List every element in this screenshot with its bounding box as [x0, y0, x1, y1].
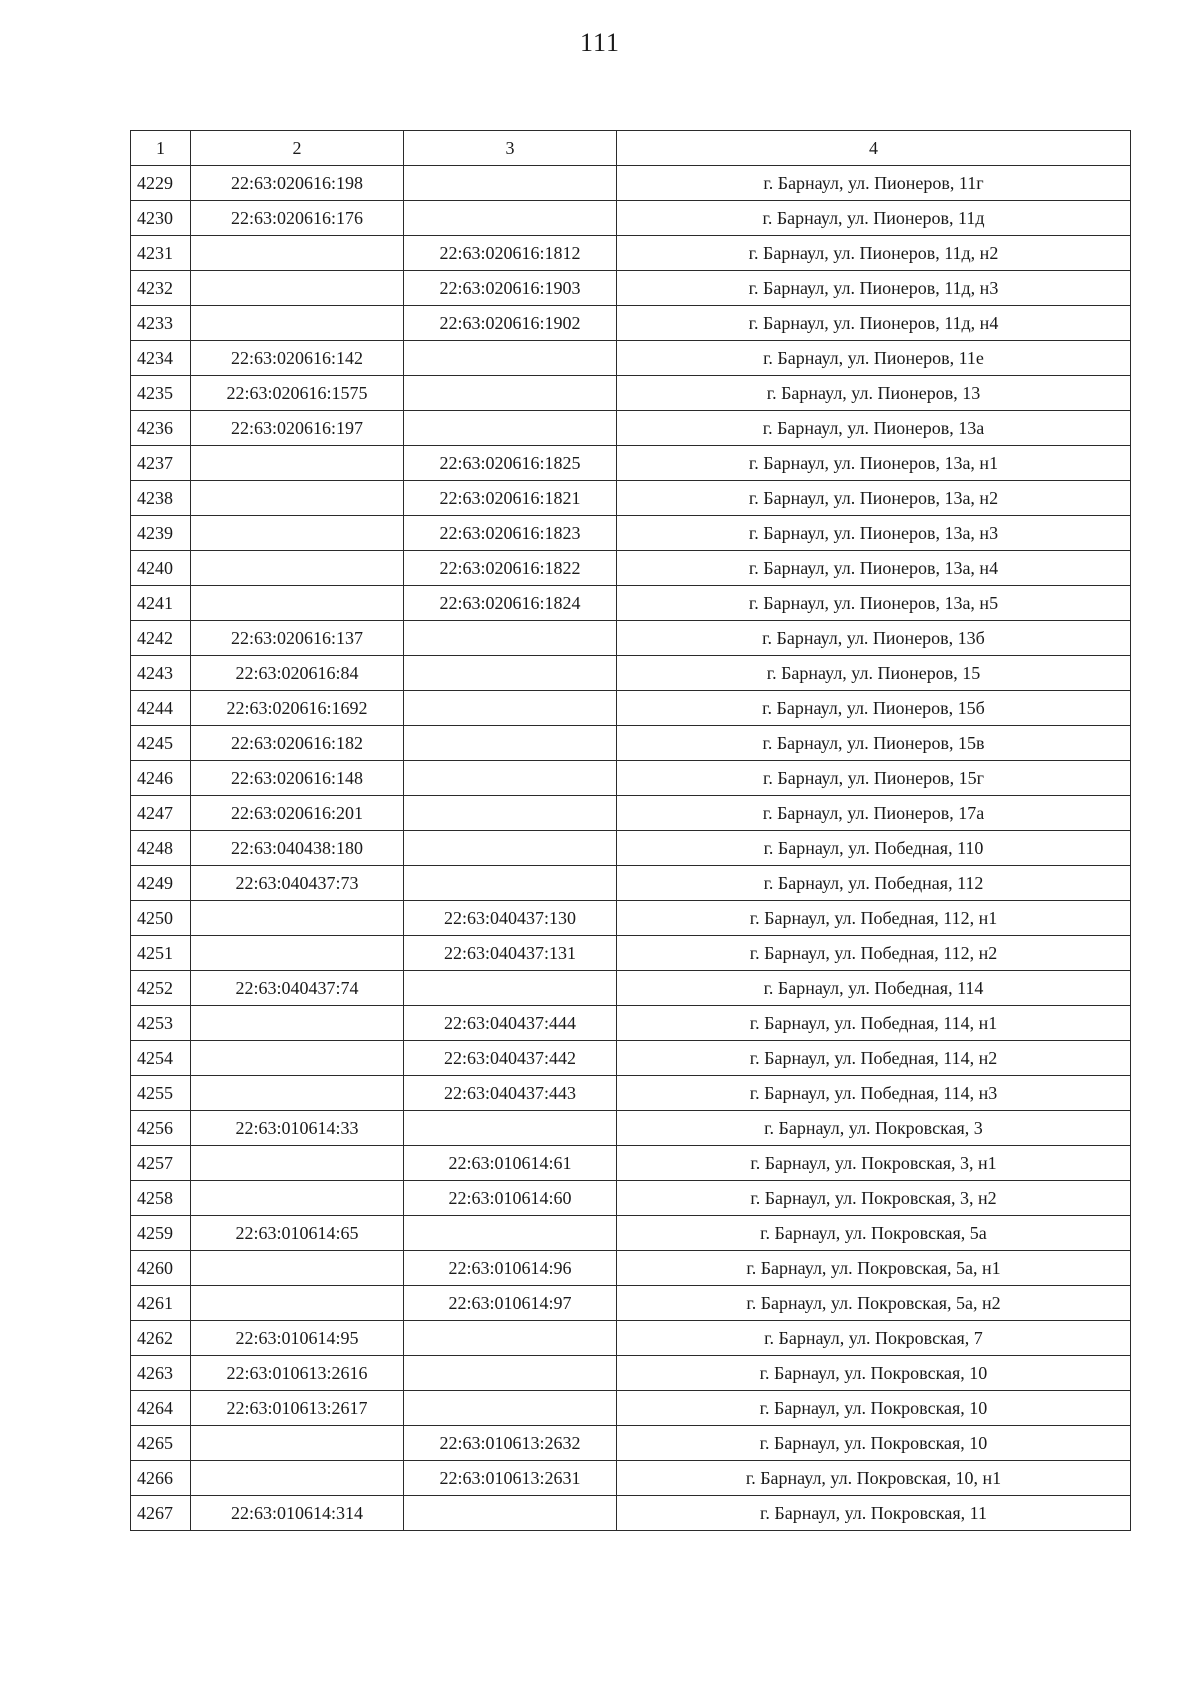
address-cell: г. Барнаул, ул. Пионеров, 13а [617, 411, 1131, 446]
address-cell: г. Барнаул, ул. Пионеров, 13а, н3 [617, 516, 1131, 551]
building-cadastral-number-cell [404, 761, 617, 796]
address-cell: г. Барнаул, ул. Победная, 114, н3 [617, 1076, 1131, 1111]
row-number-cell: 4255 [131, 1076, 191, 1111]
address-cell: г. Барнаул, ул. Покровская, 10 [617, 1356, 1131, 1391]
land-cadastral-number-cell [191, 901, 404, 936]
building-cadastral-number-cell: 22:63:040437:131 [404, 936, 617, 971]
row-number-cell: 4235 [131, 376, 191, 411]
table-row [131, 621, 1131, 656]
table-row [131, 201, 1131, 236]
building-cadastral-number-cell: 22:63:020616:1822 [404, 551, 617, 586]
address-cell: г. Барнаул, ул. Победная, 112 [617, 866, 1131, 901]
address-cell: г. Барнаул, ул. Пионеров, 15в [617, 726, 1131, 761]
row-number-cell: 4251 [131, 936, 191, 971]
table-row [131, 1426, 1131, 1461]
table-row [131, 796, 1131, 831]
table-row [131, 901, 1131, 936]
land-cadastral-number-cell [191, 1286, 404, 1321]
address-cell: г. Барнаул, ул. Победная, 114, н2 [617, 1041, 1131, 1076]
land-cadastral-number-cell [191, 1251, 404, 1286]
address-cell: г. Барнаул, ул. Пионеров, 11д, н3 [617, 271, 1131, 306]
building-cadastral-number-cell [404, 341, 617, 376]
row-number-cell: 4238 [131, 481, 191, 516]
land-cadastral-number-cell [191, 1181, 404, 1216]
address-cell: г. Барнаул, ул. Пионеров, 17а [617, 796, 1131, 831]
land-cadastral-number-cell: 22:63:020616:198 [191, 166, 404, 201]
building-cadastral-number-cell [404, 166, 617, 201]
row-number-cell: 4230 [131, 201, 191, 236]
building-cadastral-number-cell: 22:63:010613:2631 [404, 1461, 617, 1496]
address-cell: г. Барнаул, ул. Пионеров, 13 [617, 376, 1131, 411]
row-number-cell: 4241 [131, 586, 191, 621]
address-cell: г. Барнаул, ул. Пионеров, 11д, н4 [617, 306, 1131, 341]
building-cadastral-number-cell [404, 831, 617, 866]
building-cadastral-number-cell [404, 201, 617, 236]
column-header-2: 2 [191, 131, 404, 166]
land-cadastral-number-cell [191, 1461, 404, 1496]
row-number-cell: 4239 [131, 516, 191, 551]
building-cadastral-number-cell [404, 376, 617, 411]
building-cadastral-number-cell [404, 1391, 617, 1426]
table-row [131, 1391, 1131, 1426]
address-cell: г. Барнаул, ул. Победная, 112, н1 [617, 901, 1131, 936]
building-cadastral-number-cell: 22:63:010613:2632 [404, 1426, 617, 1461]
row-number-cell: 4264 [131, 1391, 191, 1426]
table-body [131, 166, 1131, 1531]
row-number-cell: 4248 [131, 831, 191, 866]
building-cadastral-number-cell [404, 726, 617, 761]
building-cadastral-number-cell: 22:63:020616:1903 [404, 271, 617, 306]
land-cadastral-number-cell [191, 236, 404, 271]
address-cell: г. Барнаул, ул. Покровская, 3, н2 [617, 1181, 1131, 1216]
column-header-3: 3 [404, 131, 617, 166]
land-cadastral-number-cell: 22:63:020616:182 [191, 726, 404, 761]
building-cadastral-number-cell: 22:63:040437:444 [404, 1006, 617, 1041]
row-number-cell: 4266 [131, 1461, 191, 1496]
land-cadastral-number-cell: 22:63:020616:137 [191, 621, 404, 656]
table-row [131, 1251, 1131, 1286]
land-cadastral-number-cell: 22:63:020616:148 [191, 761, 404, 796]
land-cadastral-number-cell: 22:63:010614:314 [191, 1496, 404, 1531]
land-cadastral-number-cell: 22:63:040437:74 [191, 971, 404, 1006]
land-cadastral-number-cell [191, 1146, 404, 1181]
table-row [131, 1496, 1131, 1531]
address-cell: г. Барнаул, ул. Пионеров, 11г [617, 166, 1131, 201]
row-number-cell: 4250 [131, 901, 191, 936]
address-cell: г. Барнаул, ул. Пионеров, 13а, н1 [617, 446, 1131, 481]
row-number-cell: 4249 [131, 866, 191, 901]
row-number-cell: 4257 [131, 1146, 191, 1181]
row-number-cell: 4234 [131, 341, 191, 376]
building-cadastral-number-cell: 22:63:040437:130 [404, 901, 617, 936]
row-number-cell: 4242 [131, 621, 191, 656]
row-number-cell: 4233 [131, 306, 191, 341]
column-header-4: 4 [617, 131, 1131, 166]
address-cell: г. Барнаул, ул. Пионеров, 15б [617, 691, 1131, 726]
land-cadastral-number-cell [191, 586, 404, 621]
row-number-cell: 4256 [131, 1111, 191, 1146]
building-cadastral-number-cell: 22:63:010614:61 [404, 1146, 617, 1181]
address-cell: г. Барнаул, ул. Покровская, 3 [617, 1111, 1131, 1146]
land-cadastral-number-cell [191, 1041, 404, 1076]
row-number-cell: 4254 [131, 1041, 191, 1076]
table-row [131, 1286, 1131, 1321]
land-cadastral-number-cell: 22:63:010613:2616 [191, 1356, 404, 1391]
row-number-cell: 4260 [131, 1251, 191, 1286]
table-row [131, 481, 1131, 516]
land-cadastral-number-cell: 22:63:040438:180 [191, 831, 404, 866]
row-number-cell: 4262 [131, 1321, 191, 1356]
address-cell: г. Барнаул, ул. Покровская, 10 [617, 1391, 1131, 1426]
table-row [131, 1181, 1131, 1216]
address-cell: г. Барнаул, ул. Покровская, 5а [617, 1216, 1131, 1251]
table-row [131, 271, 1131, 306]
row-number-cell: 4258 [131, 1181, 191, 1216]
address-cell: г. Барнаул, ул. Пионеров, 13а, н2 [617, 481, 1131, 516]
table-row [131, 236, 1131, 271]
address-cell: г. Барнаул, ул. Покровская, 5а, н2 [617, 1286, 1131, 1321]
header-row [131, 131, 1131, 166]
table-row [131, 411, 1131, 446]
land-cadastral-number-cell: 22:63:020616:201 [191, 796, 404, 831]
table-row [131, 1041, 1131, 1076]
building-cadastral-number-cell [404, 796, 617, 831]
table-row [131, 341, 1131, 376]
row-number-cell: 4265 [131, 1426, 191, 1461]
land-cadastral-number-cell: 22:63:020616:197 [191, 411, 404, 446]
address-cell: г. Барнаул, ул. Покровская, 11 [617, 1496, 1131, 1531]
row-number-cell: 4236 [131, 411, 191, 446]
table-row [131, 656, 1131, 691]
land-cadastral-number-cell: 22:63:010614:33 [191, 1111, 404, 1146]
table-row [131, 761, 1131, 796]
address-cell: г. Барнаул, ул. Покровская, 5а, н1 [617, 1251, 1131, 1286]
address-cell: г. Барнаул, ул. Пионеров, 13а, н4 [617, 551, 1131, 586]
land-cadastral-number-cell [191, 1426, 404, 1461]
address-cell: г. Барнаул, ул. Покровская, 10, н1 [617, 1461, 1131, 1496]
building-cadastral-number-cell: 22:63:010614:97 [404, 1286, 617, 1321]
building-cadastral-number-cell [404, 656, 617, 691]
address-cell: г. Барнаул, ул. Пионеров, 15г [617, 761, 1131, 796]
land-cadastral-number-cell: 22:63:010613:2617 [191, 1391, 404, 1426]
row-number-cell: 4263 [131, 1356, 191, 1391]
land-cadastral-number-cell [191, 936, 404, 971]
building-cadastral-number-cell [404, 1356, 617, 1391]
row-number-cell: 4261 [131, 1286, 191, 1321]
row-number-cell: 4245 [131, 726, 191, 761]
land-cadastral-number-cell: 22:63:010614:95 [191, 1321, 404, 1356]
building-cadastral-number-cell [404, 1496, 617, 1531]
land-cadastral-number-cell: 22:63:020616:142 [191, 341, 404, 376]
building-cadastral-number-cell [404, 621, 617, 656]
row-number-cell: 4252 [131, 971, 191, 1006]
address-cell: г. Барнаул, ул. Покровская, 7 [617, 1321, 1131, 1356]
land-cadastral-number-cell: 22:63:020616:1692 [191, 691, 404, 726]
table-row [131, 831, 1131, 866]
row-number-cell: 4247 [131, 796, 191, 831]
land-cadastral-number-cell [191, 551, 404, 586]
row-number-cell: 4246 [131, 761, 191, 796]
table-row [131, 1146, 1131, 1181]
table-row [131, 446, 1131, 481]
building-cadastral-number-cell: 22:63:040437:442 [404, 1041, 617, 1076]
building-cadastral-number-cell [404, 691, 617, 726]
row-number-cell: 4253 [131, 1006, 191, 1041]
table-row [131, 306, 1131, 341]
page-number: 111 [579, 28, 621, 57]
address-cell: г. Барнаул, ул. Пионеров, 11е [617, 341, 1131, 376]
address-cell: г. Барнаул, ул. Победная, 110 [617, 831, 1131, 866]
land-cadastral-number-cell [191, 1006, 404, 1041]
address-cell: г. Барнаул, ул. Пионеров, 11д, н2 [617, 236, 1131, 271]
table-row [131, 166, 1131, 201]
land-cadastral-number-cell: 22:63:040437:73 [191, 866, 404, 901]
land-cadastral-number-cell [191, 306, 404, 341]
table-row [131, 586, 1131, 621]
row-number-cell: 4237 [131, 446, 191, 481]
building-cadastral-number-cell [404, 1216, 617, 1251]
address-cell: г. Барнаул, ул. Пионеров, 13б [617, 621, 1131, 656]
building-cadastral-number-cell [404, 866, 617, 901]
table-row [131, 866, 1131, 901]
land-cadastral-number-cell [191, 271, 404, 306]
table-row [131, 1111, 1131, 1146]
building-cadastral-number-cell [404, 971, 617, 1006]
row-number-cell: 4232 [131, 271, 191, 306]
building-cadastral-number-cell: 22:63:020616:1821 [404, 481, 617, 516]
table-row [131, 936, 1131, 971]
address-cell: г. Барнаул, ул. Победная, 114, н1 [617, 1006, 1131, 1041]
table-row [131, 691, 1131, 726]
land-cadastral-number-cell: 22:63:020616:1575 [191, 376, 404, 411]
land-cadastral-number-cell [191, 1076, 404, 1111]
building-cadastral-number-cell [404, 411, 617, 446]
building-cadastral-number-cell: 22:63:040437:443 [404, 1076, 617, 1111]
table-row [131, 726, 1131, 761]
table-row [131, 376, 1131, 411]
land-cadastral-number-cell [191, 481, 404, 516]
table-row [131, 1076, 1131, 1111]
table-row [131, 1356, 1131, 1391]
table-header [131, 131, 1131, 166]
building-cadastral-number-cell: 22:63:010614:60 [404, 1181, 617, 1216]
table-row [131, 1216, 1131, 1251]
row-number-cell: 4229 [131, 166, 191, 201]
row-number-cell: 4231 [131, 236, 191, 271]
row-number-cell: 4267 [131, 1496, 191, 1531]
address-cell: г. Барнаул, ул. Пионеров, 15 [617, 656, 1131, 691]
row-number-cell: 4240 [131, 551, 191, 586]
building-cadastral-number-cell [404, 1111, 617, 1146]
land-cadastral-number-cell [191, 446, 404, 481]
address-cell: г. Барнаул, ул. Пионеров, 13а, н5 [617, 586, 1131, 621]
column-header-1: 1 [131, 131, 191, 166]
row-number-cell: 4243 [131, 656, 191, 691]
building-cadastral-number-cell: 22:63:010614:96 [404, 1251, 617, 1286]
address-cell: г. Барнаул, ул. Покровская, 3, н1 [617, 1146, 1131, 1181]
land-cadastral-number-cell: 22:63:020616:84 [191, 656, 404, 691]
table-row [131, 1461, 1131, 1496]
table-row [131, 971, 1131, 1006]
table-row [131, 1321, 1131, 1356]
building-cadastral-number-cell: 22:63:020616:1823 [404, 516, 617, 551]
table-row [131, 1006, 1131, 1041]
address-cell: г. Барнаул, ул. Пионеров, 11д [617, 201, 1131, 236]
address-cell: г. Барнаул, ул. Покровская, 10 [617, 1426, 1131, 1461]
table-row [131, 551, 1131, 586]
building-cadastral-number-cell [404, 1321, 617, 1356]
building-cadastral-number-cell: 22:63:020616:1902 [404, 306, 617, 341]
building-cadastral-number-cell: 22:63:020616:1824 [404, 586, 617, 621]
row-number-cell: 4244 [131, 691, 191, 726]
land-cadastral-number-cell [191, 516, 404, 551]
register-table [130, 130, 1131, 1531]
address-cell: г. Барнаул, ул. Победная, 114 [617, 971, 1131, 1006]
table-row [131, 516, 1131, 551]
address-cell: г. Барнаул, ул. Победная, 112, н2 [617, 936, 1131, 971]
building-cadastral-number-cell: 22:63:020616:1812 [404, 236, 617, 271]
land-cadastral-number-cell: 22:63:020616:176 [191, 201, 404, 236]
land-cadastral-number-cell: 22:63:010614:65 [191, 1216, 404, 1251]
row-number-cell: 4259 [131, 1216, 191, 1251]
building-cadastral-number-cell: 22:63:020616:1825 [404, 446, 617, 481]
